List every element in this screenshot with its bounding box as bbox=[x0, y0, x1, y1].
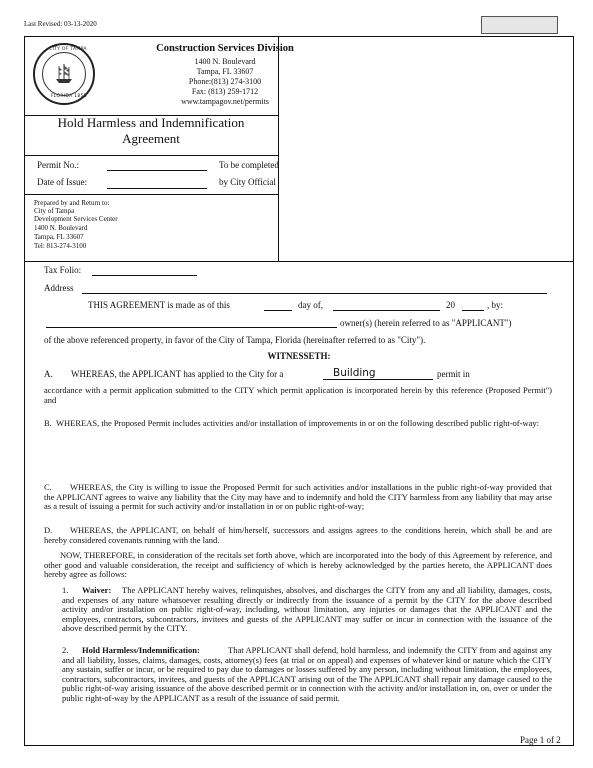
permit-no-label: Permit No.: bbox=[37, 160, 79, 170]
seal-top-text: CITY OF TAMPA bbox=[49, 47, 87, 52]
address-field[interactable] bbox=[82, 293, 547, 294]
para2-text: That APPLICANT shall defend, hold harmless, and indemnify the CITY from and against any and all liability, losses, claims, damages, costs, attorney(s) fees (at trial or on appeal) and expenses of whatever kind or nature which the CITY any sustain, suffer or incur, or be required to pay due to damages or losses suffered by any person, including without limitation, the employees, contractors, subcontractors, invitees, and guests of the APPLICANT arising out of the The APPLICANT shall repair any damage caused to the public right-of-way arising issuance of the above described permit or in connection with the activity and/or installation in, on, over or under the public right-of-way by the APPLICANT as a result of the issuance of said permit. bbox=[62, 645, 552, 703]
page-number: Page 1 of 2 bbox=[520, 735, 561, 745]
divider bbox=[24, 155, 278, 156]
permit-no-field[interactable] bbox=[107, 170, 207, 171]
date-of-issue-label: Date of Issue: bbox=[37, 177, 87, 187]
clause-b-text: WHEREAS, the Proposed Permit includes activities and/or installation of improvements in or on the following described public right-of-way: bbox=[56, 418, 539, 428]
para1-number: 1. bbox=[62, 585, 69, 595]
clause-c-text: WHEREAS, the City is willing to issue the Proposed Permit for such activities and/or installations in the public right-of-way provided that the APPLICANT agrees to waive any liability that the City may have and to indemnify and hold the CITY harmless from any liability that may arise as a result of issuing a permit for such activity and/or installation in or on public right-of-way; bbox=[44, 482, 552, 511]
month-field[interactable] bbox=[333, 310, 440, 311]
tax-folio-label: Tax Folio: bbox=[44, 265, 82, 275]
para1-text: The APPLICANT hereby waives, relinquishes, absolves, and discharges the CITY from any and all liability, damages, costs, and expenses of any nature whatsoever resulting directly or indirectly from the issuance of a permit by the CITY for the above described activity and/or installation on public right-of-way, including, without limitation, any injuries or damages that the APPLICANT and the employees, contractors, subcontractors, invitees and guests of the APPLICANT may suffer or incur in connection with the issuance of the above described permit by the CITY. bbox=[62, 585, 552, 633]
property-line: of the above referenced property, in favor of the City of Tampa, Florida (hereinafter referred to as "City"). bbox=[44, 335, 426, 345]
return-line6: Tel: 813-274-3100 bbox=[34, 242, 87, 250]
official-use-box bbox=[481, 16, 558, 34]
address-line1: 1400 N. Boulevard bbox=[194, 57, 256, 66]
permit-type-input[interactable]: Building bbox=[333, 367, 376, 379]
now-therefore-text: NOW, THEREFORE, in consideration of the recitals set forth above, which are incorporated into the body of this Agreement by reference, and other good and valuable consideration, the receipt and sufficiency of which is hereby acknowledged by the parties hereto, the APPLICANT does hereby agree as follows: bbox=[44, 550, 552, 579]
return-line3: Development Services Center bbox=[34, 215, 118, 223]
year-field[interactable] bbox=[462, 310, 484, 311]
fax: Fax: (813) 259-1712 bbox=[191, 87, 259, 96]
form-title-line1: Hold Harmless and Indemnification bbox=[57, 115, 245, 130]
by-label: , by: bbox=[487, 300, 504, 310]
para2-heading: Hold Harmless/Indemnification: bbox=[82, 645, 200, 655]
permit-type-underline bbox=[323, 379, 433, 380]
day-field[interactable] bbox=[264, 310, 292, 311]
prepared-by: Prepared by and Return to: bbox=[34, 199, 110, 207]
clause-a-text: WHEREAS, the APPLICANT has applied to the City for a bbox=[71, 369, 284, 379]
official-note-line1: To be completed bbox=[219, 160, 279, 170]
official-note-line2: by City Official bbox=[219, 177, 276, 187]
form-title-line2: Agreement bbox=[122, 131, 180, 146]
address-label: Address bbox=[44, 283, 74, 293]
divider bbox=[24, 194, 278, 195]
phone: Phone:(813) 274-3100 bbox=[188, 77, 262, 86]
owner-field[interactable] bbox=[46, 327, 337, 328]
website-link[interactable]: www.tampagov.net/permits bbox=[181, 97, 269, 106]
tax-folio-field[interactable] bbox=[92, 275, 197, 276]
clause-c-label: C. bbox=[44, 482, 52, 492]
division-name: Construction Services Division bbox=[156, 43, 294, 54]
clause-a-text2: permit in bbox=[437, 369, 470, 379]
city-seal-icon bbox=[33, 43, 95, 105]
para2-number: 2. bbox=[62, 645, 69, 655]
ship-icon bbox=[54, 62, 74, 84]
address-line2: Tampa, FL 33607 bbox=[196, 67, 254, 76]
clause-a-cont: accordance with a permit application submitted to the CITY which permit application is incorporated herein by this reference (Proposed Permit") and bbox=[44, 385, 552, 405]
return-line2: City of Tampa bbox=[34, 207, 75, 215]
day-of-label: day of, bbox=[298, 300, 323, 310]
date-of-issue-field[interactable] bbox=[107, 188, 207, 189]
year-prefix: 20 bbox=[446, 300, 455, 310]
owner-suffix: owner(s) (herein referred to as "APPLICANT") bbox=[340, 318, 512, 328]
agreement-intro: THIS AGREEMENT is made as of this bbox=[88, 300, 230, 310]
para1-heading: Waiver: bbox=[82, 585, 112, 595]
clause-b-label: B. bbox=[44, 418, 52, 428]
clause-d-text: WHEREAS, the APPLICANT, on behalf of him/herself, successors and assigns agrees to the conditions herein, which shall be and are hereby considered covenants running with the land. bbox=[44, 525, 552, 545]
last-revised: Last Revised: 03-13-2020 bbox=[24, 20, 97, 28]
divider bbox=[24, 261, 574, 262]
return-line4: 1400 N. Boulevard bbox=[34, 224, 88, 232]
witnesseth-heading: WITNESSETH: bbox=[267, 351, 331, 361]
return-line5: Tampa, FL 33607 bbox=[34, 233, 84, 241]
clause-d-label: D. bbox=[44, 525, 53, 535]
seal-bottom-text: FLORIDA 1855 bbox=[51, 94, 87, 99]
clause-a-label: A. bbox=[44, 369, 53, 379]
